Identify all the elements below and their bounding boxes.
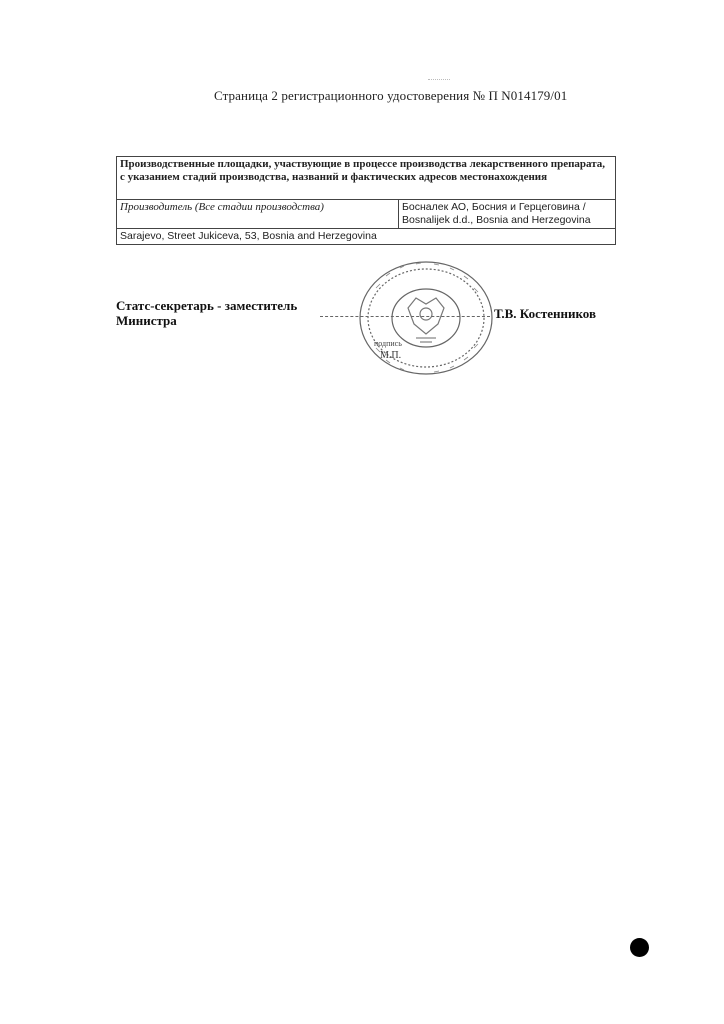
table-header-row [117, 157, 616, 200]
scan-mark [428, 79, 450, 81]
manufacturer-name-cell [399, 200, 616, 229]
table-row [117, 200, 616, 229]
signature-caption: подпись [374, 339, 402, 348]
manufacturer-address: Sarajevo, Street Jukiceva, 53, Bosnia and Herzegovina [117, 229, 616, 245]
manufacturer-name-en: Bosnalijek d.d., Bosnia and Herzegovina [402, 214, 591, 226]
signatory-position-line2: Министра [116, 313, 177, 328]
signatory-name: Т.В. Костенников [494, 306, 596, 321]
manufacturer-name-ru: Босналек АО, Босния и Герцеговина / [402, 201, 586, 213]
stamp-caption: М.П. [380, 350, 402, 361]
table-header-cell: Производственные площадки, участвующие в процессе производства лекарственного препарата, с указанием стадий производства, названий и фактических адресов местонахождения [117, 157, 616, 200]
signature-line [320, 316, 490, 318]
official-seal-icon [356, 258, 496, 378]
table-row [117, 229, 616, 245]
signatory-position [116, 298, 297, 328]
production-sites-table [116, 156, 616, 245]
page-header: Страница 2 регистрационного удостоверения № П N014179/01 [214, 88, 568, 103]
signatory-position-line1: Статс-секретарь - заместитель [116, 298, 298, 313]
scan-dot-mark [630, 938, 649, 957]
manufacturer-label: Производитель (Все стадии производства) [117, 200, 399, 229]
